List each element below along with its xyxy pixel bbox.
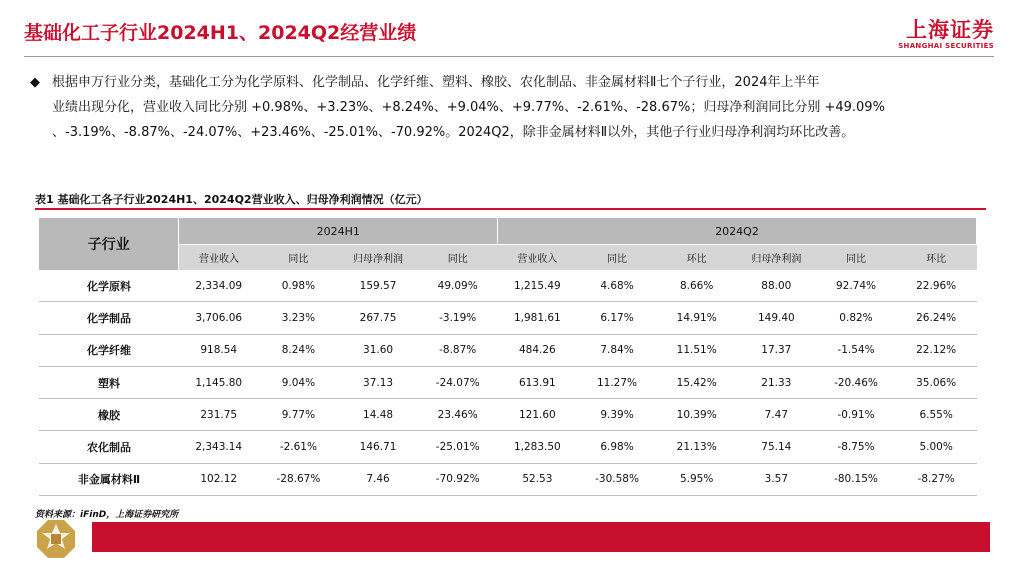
subheader-cell: 环比 [896,245,977,271]
table-cell: 231.75 [179,399,259,431]
table-cell: 1,981.61 [498,302,578,334]
logo-chinese-text: 上海证券 [906,18,994,42]
subheader-cell: 同比 [816,245,896,271]
page-title: 基础化工子行业2024H1、2024Q2经营业绩 [24,22,417,44]
table-cell: -3.19% [418,302,498,334]
table-cell: 2,334.09 [179,270,259,302]
table-caption: 表1 基础化工各子行业2024H1、2024Q2营业收入、归母净利润情况（亿元） [35,193,428,206]
table-cell: 159.57 [338,270,418,302]
table-cell: 7.84% [577,334,657,366]
table-row [39,463,977,495]
table-cell: 52.53 [498,463,578,495]
table-cell: 15.42% [657,366,737,398]
brand-logo [898,14,994,50]
table-cell: 88.00 [737,270,817,302]
table-cell: 9.04% [259,366,339,398]
diamond-bullet-icon: ◆ [30,75,40,90]
table-cell: 10.39% [657,399,737,431]
table-cell: 7.46 [338,463,418,495]
row-subindustry-name: 塑料 [39,366,179,398]
table-cell: 8.24% [259,334,339,366]
performance-table [39,218,977,496]
table-cell: -25.01% [418,431,498,463]
table-cell: 3.57 [737,463,817,495]
table-cell: 484.26 [498,334,578,366]
summary-paragraph [30,70,970,145]
table-cell: -70.92% [418,463,498,495]
table-cell: 11.27% [577,366,657,398]
table-cell: 7.47 [737,399,817,431]
table-cell: 92.74% [816,270,896,302]
subheader-cell: 营业收入 [179,245,259,271]
table-cell: 37.13 [338,366,418,398]
table-cell: 31.60 [338,334,418,366]
table-cell: -24.07% [418,366,498,398]
subheader-cell: 营业收入 [498,245,578,271]
table-cell: -20.46% [816,366,896,398]
summary-line: 业绩出现分化，营业收入同比分别 +0.98%、+3.23%、+8.24%、+9.04%、+9.77%、-2.61%、-28.67%；归母净利润同比分别 +49.09% [52,100,885,115]
table-cell: 17.37 [737,334,817,366]
table-cell: 613.91 [498,366,578,398]
row-subindustry-name: 化学纤维 [39,334,179,366]
table-cell: -1.54% [816,334,896,366]
table-cell: 23.46% [418,399,498,431]
table-cell: 5.00% [896,431,977,463]
table-cell: 14.91% [657,302,737,334]
table-cell: 9.77% [259,399,339,431]
table-row [39,399,977,431]
table-cell: -28.67% [259,463,339,495]
table-row [39,366,977,398]
header-group-2024q2: 2024Q2 [498,218,977,245]
table-cell: 267.75 [338,302,418,334]
summary-line: 根据申万行业分类，基础化工分为化学原料、化学制品、化学纤维、塑料、橡胶、农化制品、非金属材料Ⅱ七个子行业，2024年上半年 [52,75,820,90]
table-cell: 22.12% [896,334,977,366]
table-cell: 1,145.80 [179,366,259,398]
table-row [39,302,977,334]
table-row [39,431,977,463]
row-subindustry-name: 化学原料 [39,270,179,302]
summary-line: 、-3.19%、-8.87%、-24.07%、+23.46%、-25.01%、-70.92%。2024Q2，除非金属材料Ⅱ以外，其他子行业归母净利润均环比改善。 [52,125,855,140]
table-cell: 75.14 [737,431,817,463]
table-cell: -8.27% [896,463,977,495]
subheader-cell: 环比 [657,245,737,271]
table-cell: 3.23% [259,302,339,334]
table-cell: 26.24% [896,302,977,334]
table-cell: 3,706.06 [179,302,259,334]
table-cell: -0.91% [816,399,896,431]
table-cell: 149.40 [737,302,817,334]
subheader-cell: 同比 [259,245,339,271]
table-cell: 9.39% [577,399,657,431]
subheader-cell: 归母净利润 [737,245,817,271]
table-cell: 1,283.50 [498,431,578,463]
row-subindustry-name: 橡胶 [39,399,179,431]
table-cell: 6.55% [896,399,977,431]
table-cell: 146.71 [338,431,418,463]
table-cell: 0.98% [259,270,339,302]
table-cell: -8.87% [418,334,498,366]
table-cell: 918.54 [179,334,259,366]
subheader-cell: 同比 [577,245,657,271]
row-subindustry-name: 非金属材料Ⅱ [39,463,179,495]
header-subindustry: 子行业 [39,218,179,270]
table-cell: 35.06% [896,366,977,398]
table-cell: 1,215.49 [498,270,578,302]
table-cell: -80.15% [816,463,896,495]
logo-english-text: SHANGHAI SECURITIES [898,42,994,50]
subheader-cell: 归母净利润 [338,245,418,271]
source-note: 资料来源：iFinD，上海证券研究所 [35,510,179,520]
footer-bar [92,522,990,552]
row-subindustry-name: 化学制品 [39,302,179,334]
table-caption-rule [35,208,986,210]
table-cell: 6.98% [577,431,657,463]
subheader-cell: 同比 [418,245,498,271]
table-cell: 21.13% [657,431,737,463]
table-cell: -2.61% [259,431,339,463]
table-row [39,270,977,302]
page-number: 4 [983,533,990,546]
table-cell: 11.51% [657,334,737,366]
table-cell: 14.48 [338,399,418,431]
table-cell: 49.09% [418,270,498,302]
table-cell: 4.68% [577,270,657,302]
table-cell: 102.12 [179,463,259,495]
table-cell: 5.95% [657,463,737,495]
table-cell: -30.58% [577,463,657,495]
table-cell: 6.17% [577,302,657,334]
table-row [39,334,977,366]
table-cell: 22.96% [896,270,977,302]
octagon-emblem-icon [36,519,76,559]
row-subindustry-name: 农化制品 [39,431,179,463]
table-cell: -8.75% [816,431,896,463]
table-cell: 121.60 [498,399,578,431]
table-cell: 21.33 [737,366,817,398]
table-cell: 0.82% [816,302,896,334]
header-group-2024h1: 2024H1 [179,218,498,245]
table-cell: 2,343.14 [179,431,259,463]
title-divider [24,56,994,57]
table-cell: 8.66% [657,270,737,302]
